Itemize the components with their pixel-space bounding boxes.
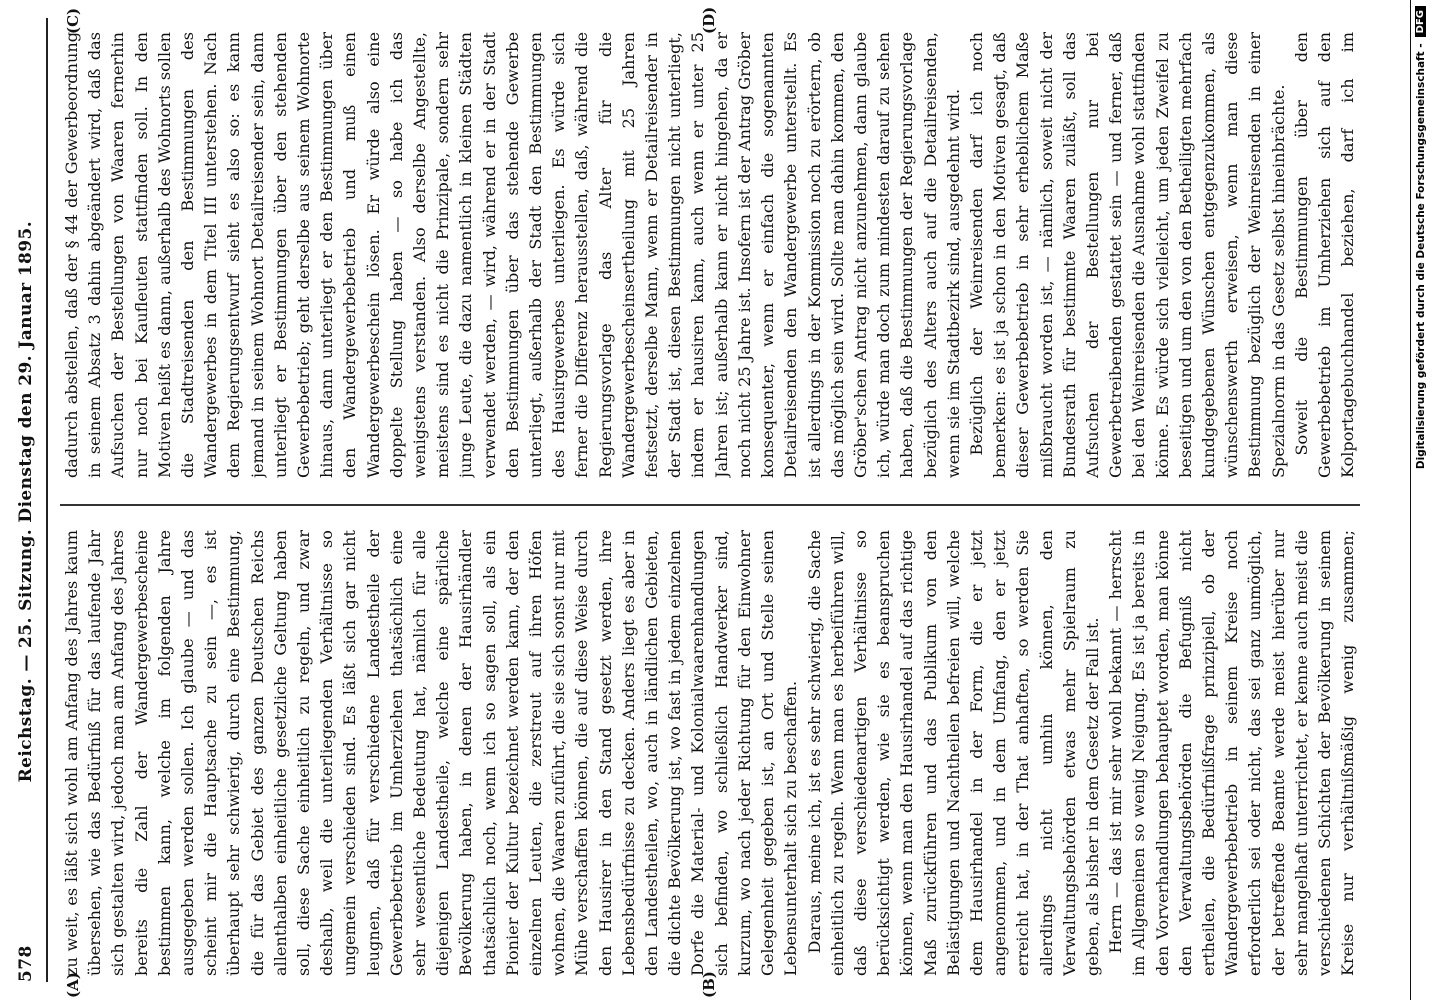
digitization-footer — [1410, 0, 1430, 1000]
margin-mark-d: (D) — [700, 6, 718, 34]
margin-mark-a: (A) — [64, 972, 82, 998]
right-paragraph: Bezüglich der Weinreisenden darf ich noch bemerken: es ist ja schon in den Motiven gesagt, daß dieser Gewerbebetrieb in sehr erheblichem Maße mißbraucht worden ist, — nämlich, soweit nicht der Bundesrath für bestimmte Waaren zuläßt, soll das Aufsuchen der Bestellungen nur bei Gewerbetreibenden gestattet sein — und ferner, daß bei den Weinreisenden die Ausnahme wohl stattfinden könne. Es würde sich vielleicht, um jeden Zweifel zu beseitigen und um den von den Betheiligten mehrfach kundgegebenen Wünschen entgegenzukommen, als wünschenswerth erweisen, wenn man diese Bestimmung bezüglich der Weinreisenden in einer Spezialnorm in das Gesetz selbst hineinbrächte. — [966, 32, 1288, 478]
left-paragraph: zu weit, es läßt sich wohl am Anfang des Jahres kaum übersehen, wie das Bedürfniß für das laufende Jahr sich gestalten wird, jedoch man am Anfang des Jahres bereits die Zahl der Wandergewerbescheine bestimmen kann, welche im folgenden Jahre ausgegeben werden sollen. Ich glaube — und das scheint mir die Hauptsache zu sein —, es ist überhaupt sehr schwierig, durch eine Bestimmung, die für das Gebiet des ganzen Deutschen Reichs allenthalben einheitliche gesetzliche Geltung haben soll, diese Sache einheitlich zu regeln, und zwar deshalb, weil die unterliegenden Verhältnisse so ungemein verschieden sind. Es läßt sich gar nicht leugnen, daß für verschiedene Landestheile der Gewerbebetrieb im Umherziehen thatsächlich eine sehr wesentliche Bedeutung hat, nämlich für alle diejenigen Landestheile, welche eine spärliche Bevölkerung haben, in denen der Hausirhändler thatsächlich noch, wenn ich so sagen soll, als ein Pionier der Kultur bezeichnet werden kann, der den einzelnen Leuten, die zerstreut auf ihren Höfen wohnen, die Waaren zuführt, die sie sich sonst nur mit Mühe verschaffen können, die auf diese Weise durch den Hausirer in den Stand gesetzt werden, ihre Lebensbedürfnisse zu decken. Anders liegt es aber in den Landestheilen, wo, auch in ländlichen Gebieten, die dichte Bevölkerung ist, wo fast in jedem einzelnen Dorfe die Material- und Kolonialwaarenhandlungen sich befinden, wo schließlich Handwerker sind, kurzum, wo nach jeder Richtung für den Einwohner Gelegenheit gegeben ist, an Ort und Stelle seinen Lebensunterhalt sich zu beschaffen. — [62, 530, 801, 976]
left-text-column — [60, 530, 1360, 976]
page-title: Reichstag. — 25. Sitzung. Dienstag den 29. Januar 1895. — [16, 220, 36, 783]
right-paragraph: Soweit die Bestimmungen über den Gewerbebetrieb im Umherziehen sich auf den Kolportagebuchhandel beziehen, darf ich im — [1291, 32, 1358, 478]
page-header — [6, 18, 48, 982]
right-paragraph: dadurch abstellen, daß der § 44 der Gewerbeordnung in seinem Absatz 3 dahin abgeändert wird, daß das Aufsuchen der Bestellungen von Waaren fernerhin nur noch bei Kaufleuten stattfinden soll. In den Motiven heißt es dann, außerhalb des Wohnorts sollen die Stadtreisenden den Bestimmungen des Wandergewerbes in dem Titel III unterstehen. Nach dem Regierungsentwurf sieht es also so: es kann jemand in seinem Wohnort Detailreisender sein, dann unterliegt er Bestimmungen über den stehenden Gewerbebetrieb; geht derselbe aus seinem Wohnorte hinaus, dann unterliegt er den Bestimmungen über den Wandergewerbebetrieb und muß einen Wandergewerbeschein lösen. Er würde also eine doppelte Stellung haben — so habe ich das wenigstens verstanden. Also derselbe Angestellte, meistens sind es nicht die Prinzipale, sondern sehr junge Leute, die dazu namentlich in kleinen Städten verwendet werden, — wird, während er in der Stadt den Bestimmungen über das stehende Gewerbe unterliegt, außerhalb der Stadt den Bestimmungen des Hausirgewerbes unterliegen. Es würde sich ferner die Differenz herausstellen, daß, während die Regierungsvorlage das Alter für die Wandergewerbescheinsertheilung mit 25 Jahren festsetzt, derselbe Mann, wenn er Detailreisender in der Stadt ist, diesen Bestimmungen nicht unterliegt, indem er hausiren kann, auch wenn er unter 25 Jahren ist; außerhalb kann er nicht hingehen, da er noch nicht 25 Jahre ist. Insofern ist der Antrag Gröber konsequenter, wenn er einfach die sogenannten Detailreisenden den Wandergewerbe unterstellt. Es ist allerdings in der Kommission noch zu erörtern, ob das möglich sein wird. Sollte man dahin kommen, den Gröber'schen Antrag nicht anzunehmen, dann glaube ich, würde man doch zum mindesten darauf zu sehen haben, daß die Bestimmungen der Regierungsvorlage bezüglich des Alters auch auf die Detailreisenden, wenn sie im Stadtbezirk sind, ausgedehnt wird. — [62, 32, 963, 478]
left-paragraph: Herrn — das ist mir sehr wohl bekannt — herrscht im Allgemeinen so wenig Neigung. Es ist ja bereits in den Vorverhandlungen behauptet worden, man könne den Verwaltungsbehörden die Befugniß nicht ertheilen, die Bedürfnißfrage prinzipiell, ob der Wandergewerbebetrieb in seinem Kreise noch erforderlich sei oder nicht, das sei ganz unmöglich, der betreffende Beamte werde meist hierüber nur sehr mangelhaft unterrichtet, er kenne auch meist die verschiedenen Schichten der Bevölkerung in seinem Kreise nur verhältnißmäßig wenig zusammen; — [1106, 530, 1358, 976]
column-separator — [60, 504, 1360, 506]
margin-mark-b: (B) — [700, 971, 718, 998]
margin-mark-c: (C) — [64, 7, 82, 34]
right-text-column — [60, 32, 1360, 478]
footer-credit: Digitalisierung gefördert durch die Deutsche Forschungsgemeinschaft - — [1414, 43, 1427, 470]
page-number: 578 — [16, 945, 36, 982]
left-paragraph: Daraus, meine ich, ist es sehr schwierig, die Sache einheitlich zu regeln. Wenn man es herbeiführen will, daß diese verschiedenartigen Verhältnisse so berücksichtigt werden, wie sie es beanspruchen können, wenn man den Hausirhandel auf das richtige Maß zurückführen und das Publikum von den Belästigungen und Nachtheilen befreien will, welche dem Hausirhandel in der Form, die er jetzt angenommen, und in dem Umfang, den er jetzt erreicht hat, in der That anhaften, so werden Sie allerdings nicht umhin können, den Verwaltungsbehörden etwas mehr Spielraum zu geben, als bisher in dem Gesetz der Fall ist. — [804, 530, 1102, 976]
dfg-logo: DFG — [1415, 6, 1426, 37]
